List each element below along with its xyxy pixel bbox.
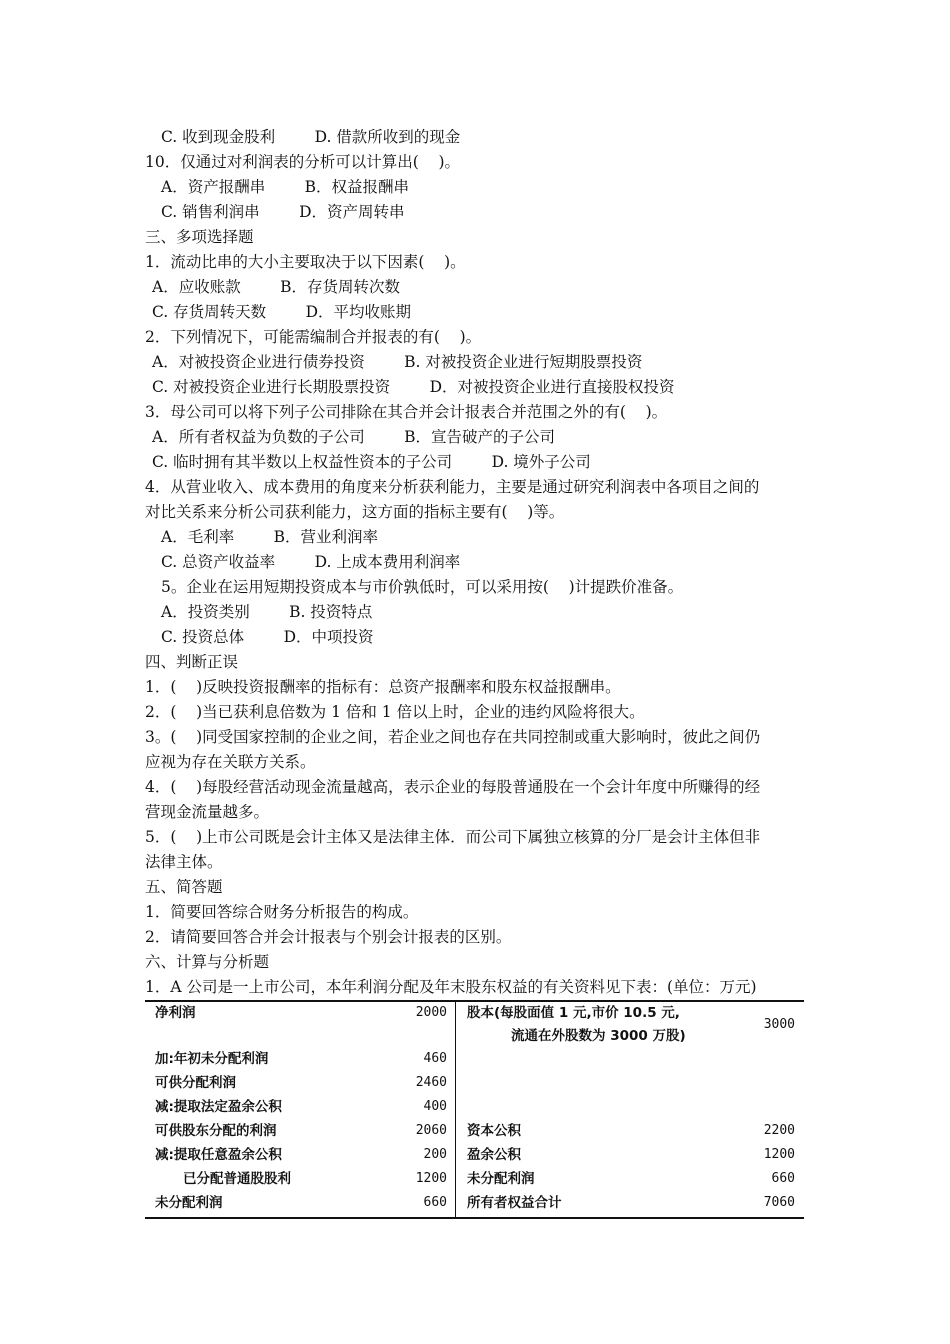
- question-line: 应视为存在关联方关系。: [145, 753, 316, 771]
- table-value: 460: [423, 1051, 447, 1066]
- option-line: A．所有者权益为负数的子公司 B．宣告破产的子公司: [152, 428, 556, 446]
- section-heading: 五、简答题: [145, 878, 223, 896]
- question-line: 4．( )每股经营活动现金流量越高，表示企业的每股普通股在一个会计年度中所赚得的经: [145, 778, 761, 796]
- option-line: C. 收到现金股利 D. 借款所收到的现金: [161, 128, 461, 146]
- table-label: 已分配普通股股利: [183, 1171, 291, 1187]
- section-heading: 六、计算与分析题: [145, 953, 270, 971]
- question-line: 1．A 公司是一上市公司，本年利润分配及年末股东权益的有关资料见下表：(单位：万元): [145, 978, 757, 996]
- table-label: 资本公积: [467, 1123, 521, 1139]
- table-value: 2200: [763, 1123, 795, 1138]
- table-label: 所有者权益合计: [467, 1195, 562, 1211]
- table-label: 净利润: [155, 1005, 196, 1021]
- option-line: C. 临时拥有其半数以上权益性资本的子公司 D. 境外子公司: [152, 453, 591, 471]
- option-line: C. 投资总体 D．中项投资: [161, 628, 374, 646]
- option-line: A．应收账款 B．存货周转次数: [152, 278, 401, 296]
- table-label: 可供股东分配的利润: [155, 1123, 277, 1139]
- table-label: 未分配利润: [155, 1195, 223, 1211]
- table-value: 660: [423, 1195, 447, 1210]
- question-line: 对比关系来分析公司获利能力，这方面的指标主要有( )等。: [145, 503, 565, 521]
- question-line: 法律主体。: [145, 853, 223, 871]
- question-line: 3。( )同受国家控制的企业之间，若企业之间也存在共同控制或重大影响时，彼此之间仍: [145, 728, 761, 746]
- table-value: 400: [423, 1099, 447, 1114]
- table-value: 200: [423, 1147, 447, 1162]
- option-line: A．对被投资企业进行债券投资 B. 对被投资企业进行短期股票投资: [152, 353, 643, 371]
- table-value: 3000: [763, 1017, 795, 1032]
- section-heading: 四、判断正误: [145, 653, 239, 671]
- table-value: 2460: [415, 1075, 447, 1090]
- question-line: 5。企业在运用短期投资成本与市价孰低时，可以采用按( )计提跌价准备。: [161, 578, 684, 596]
- question-line: 10．仅通过对利润表的分析可以计算出( )。: [145, 153, 461, 171]
- question-line: 3．母公司可以将下列子公司排除在其合并会计报表合并范围之外的有( )。: [145, 403, 668, 421]
- table-label: 可供分配利润: [155, 1075, 236, 1091]
- table-value: 7060: [763, 1195, 795, 1210]
- table-label: 股本(每股面值 1 元,市价 10.5 元,: [467, 1005, 680, 1021]
- question-line: 2．请简要回答合并会计报表与个别会计报表的区别。: [145, 928, 512, 946]
- table-value: 2000: [415, 1005, 447, 1020]
- question-line: 1．( )反映投资报酬率的指标有：总资产报酬率和股东权益报酬串。: [145, 678, 621, 696]
- option-line: C. 总资产收益率 D. 上成本费用利润率: [161, 553, 461, 571]
- question-line: 2．( )当已获利息倍数为 1 倍和 1 倍以上时，企业的违约风险将很大。: [145, 703, 645, 721]
- table-value: 660: [771, 1171, 795, 1186]
- financial-table: [145, 1000, 804, 1219]
- question-line: 2．下列情况下，可能需编制合并报表的有( )。: [145, 328, 482, 346]
- option-line: A．毛利率 B．营业利润率: [161, 528, 379, 546]
- table-value: 1200: [415, 1171, 447, 1186]
- table-label: 加:年初未分配利润: [155, 1051, 269, 1067]
- table-label: 未分配利润: [467, 1171, 535, 1187]
- table-label: 减:提取法定盈余公积: [155, 1099, 282, 1115]
- question-line: 1．流动比串的大小主要取决于以下因素( )。: [145, 253, 466, 271]
- table-value: 2060: [415, 1123, 447, 1138]
- question-line: 4．从营业收入、成本费用的角度来分析获利能力，主要是通过研究利润表中各项目之间的: [145, 478, 760, 496]
- question-line: 1．简要回答综合财务分析报告的构成。: [145, 903, 419, 921]
- table-label: 盈余公积: [467, 1147, 521, 1163]
- column-divider: [455, 1002, 456, 1217]
- table-label: 流通在外股数为 3000 万股): [511, 1028, 686, 1044]
- option-line: C. 销售利润串 D．资产周转串: [161, 203, 405, 221]
- section-heading: 三、多项选择题: [145, 228, 254, 246]
- question-line: 5．( )上市公司既是会计主体又是法律主体．而公司下属独立核算的分厂是会计主体但非: [145, 828, 761, 846]
- option-line: C. 存货周转天数 D．平均收账期: [152, 303, 412, 321]
- option-line: C. 对被投资企业进行长期股票投资 D．对被投资企业进行直接股权投资: [152, 378, 675, 396]
- table-label: 减:提取任意盈余公积: [155, 1147, 282, 1163]
- option-line: A．资产报酬串 B．权益报酬串: [161, 178, 410, 196]
- option-line: A．投资类别 B. 投资特点: [161, 603, 373, 621]
- table-value: 1200: [763, 1147, 795, 1162]
- question-line: 营现金流量越多。: [145, 803, 270, 821]
